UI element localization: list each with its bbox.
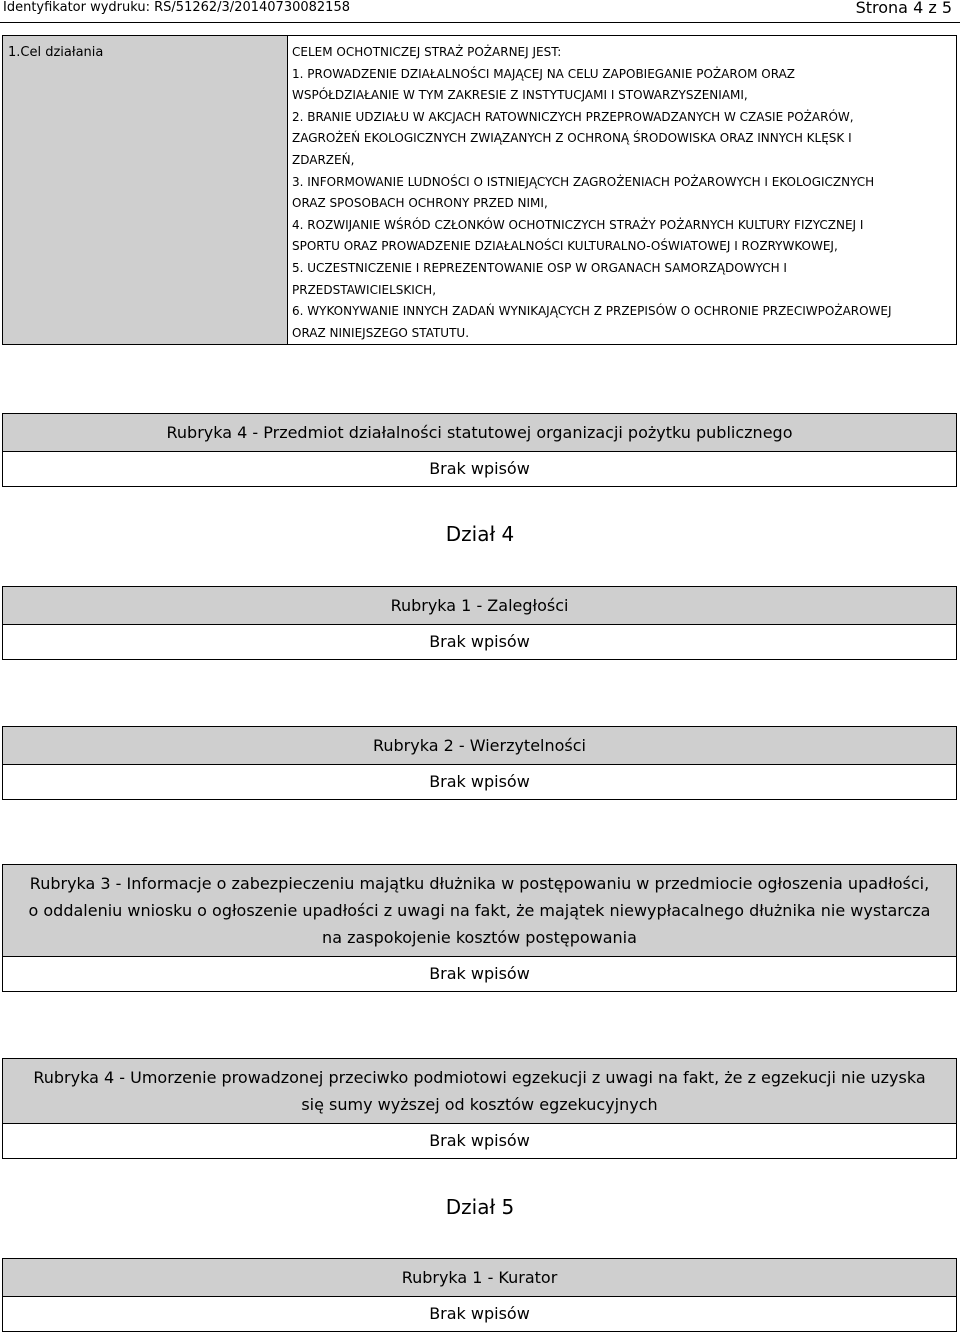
rubryka-4-umorzenie <box>2 1058 957 1159</box>
rubryka-title: Rubryka 4 - Umorzenie prowadzonej przeciwko podmiotowi egzekucji z uwagi na fakt, że z egzekucji nie uzyska się sumy wyższej od kosztów egzekucyjnych <box>3 1059 956 1124</box>
dzial-5-heading: Dział 5 <box>445 1195 515 1219</box>
page-number: Strona 4 z 5 <box>855 0 952 17</box>
rubryka-1-kurator <box>2 1258 957 1332</box>
rubryka-empty-text: Brak wpisów <box>429 632 530 651</box>
cel-line: WSPÓŁDZIAŁANIE W TYM ZAKRESIE Z INSTYTUCJAMI I STOWARZYSZENIAMI, <box>292 88 748 103</box>
rubryka-4-pozytek-publiczny <box>2 413 957 487</box>
cel-line: ZAGROŻEŃ EKOLOGICZNYCH ZWIĄZANYCH Z OCHRONĄ ŚRODOWISKA ORAZ INNYCH KLĘSK I <box>292 131 852 146</box>
cel-dzialania-label: 1.Cel działania <box>3 36 288 344</box>
cel-line: PRZEDSTAWICIELSKICH, <box>292 282 437 297</box>
cel-line: 1. PROWADZENIE DZIAŁALNOŚCI MAJĄCEJ NA CELU ZAPOBIEGANIE POŻAROM ORAZ <box>292 66 796 81</box>
cel-line: CELEM OCHOTNICZEJ STRAŻ POŻARNEJ JEST: <box>292 45 562 59</box>
cel-line: ORAZ SPOSOBACH OCHRONY PRZED NIMI, <box>292 196 548 211</box>
rubryka-empty-text: Brak wpisów <box>429 964 530 983</box>
dzial-4-heading: Dział 4 <box>445 522 515 546</box>
rubryka-empty-text: Brak wpisów <box>429 772 530 791</box>
cel-line: 4. ROZWIJANIE WŚRÓD CZŁONKÓW OCHOTNICZYCH STRAŻY POŻARNYCH KULTURY FIZYCZNEJ I <box>292 217 864 232</box>
cel-line: ZDARZEŃ, <box>292 152 355 167</box>
rubryka-3-zabezpieczenie <box>2 864 957 992</box>
cel-dzialania-text <box>292 42 954 344</box>
cel-line: 2. BRANIE UDZIAŁU W AKCJACH RATOWNICZYCH PRZEPROWADZANYCH W CZASIE POŻARÓW, <box>292 109 854 124</box>
rubryka-title: Rubryka 4 - Przedmiot działalności statutowej organizacji pożytku publicznego <box>3 414 956 452</box>
rubryka-title: Rubryka 1 - Kurator <box>3 1259 956 1297</box>
rubryka-1-zaleglosci <box>2 586 957 660</box>
rubryka-title: Rubryka 2 - Wierzytelności <box>3 727 956 765</box>
rubryka-empty-text: Brak wpisów <box>429 1304 530 1323</box>
cel-line: 6. WYKONYWANIE INNYCH ZADAŃ WYNIKAJĄCYCH Z PRZEPISÓW O OCHRONIE PRZECIWPOŻAROWEJ <box>292 304 892 319</box>
cel-line: ORAZ NINIEJSZEGO STATUTU. <box>292 325 470 340</box>
rubryka-title: Rubryka 1 - Zaległości <box>3 587 956 625</box>
rubryka-empty-text: Brak wpisów <box>429 1131 530 1150</box>
rubryka-2-wierzytelnosci <box>2 726 957 800</box>
rubryka-title: Rubryka 3 - Informacje o zabezpieczeniu majątku dłużnika w postępowaniu w przedmiocie ogłoszenia upadłości, o oddaleniu wniosku o ogłoszenie upadłości z uwagi na fakt, że majątek niewypłacalnego dłużnika nie wystarcza na zaspokojenie kosztów postępowania <box>3 865 956 957</box>
rubryka-empty-text: Brak wpisów <box>429 459 530 478</box>
page-header <box>0 0 960 23</box>
print-identifier: Identyfikator wydruku: RS/51262/3/20140730082158 <box>3 0 350 15</box>
cel-line: 5. UCZESTNICZENIE I REPREZENTOWANIE OSP W ORGANACH SAMORZĄDOWYCH I <box>292 260 787 275</box>
cel-dzialania-table <box>2 35 957 345</box>
cel-line: 3. INFORMOWANIE LUDNOŚCI O ISTNIEJĄCYCH ZAGROŻENIACH POŻAROWYCH I EKOLOGICZNYCH <box>292 174 875 189</box>
cel-line: SPORTU ORAZ PROWADZENIE DZIAŁALNOŚCI KULTURALNO-OŚWIATOWEJ I ROZRYWKOWEJ, <box>292 239 838 254</box>
